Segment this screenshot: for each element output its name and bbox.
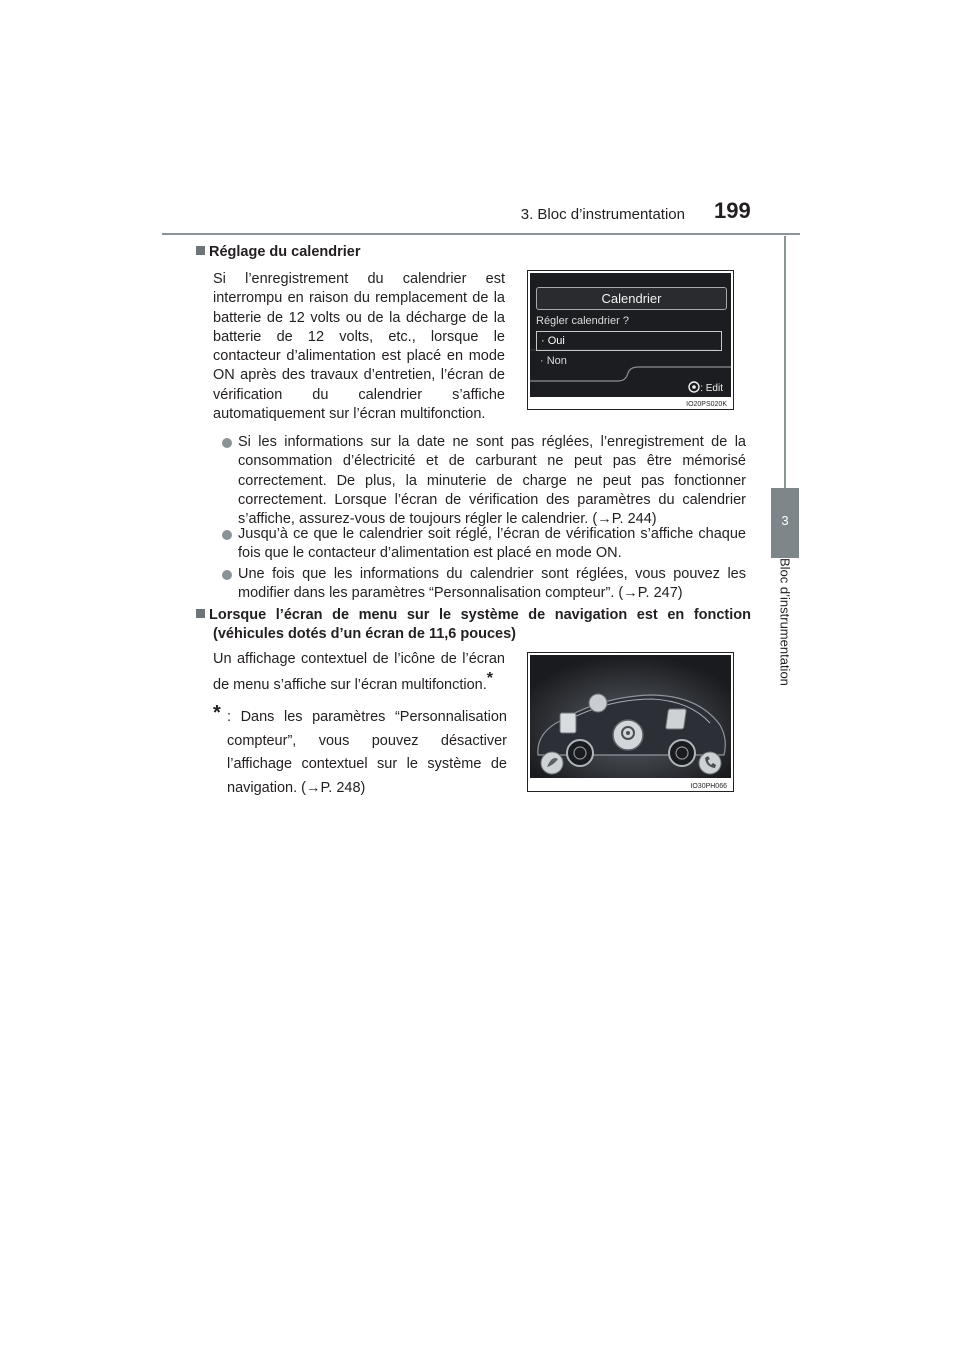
footnote-text: : Dans les paramètres “Personnalisation compteur”, vous pouvez désactiver l’affichage contextuel sur le système de navigation. — [227, 709, 507, 796]
figure2-caption: IO30PH066 — [690, 783, 727, 790]
bullet-text: Si les informations sur la date ne sont pas réglées, l’enregistrement de la consommation d’électricité et de carburant ne peut pas être mémorisé correctement. De plus, la minuterie de charge ne peut pas fonctionner correctement. Lorsque l’écran de vérification des paramètres du calendrier s’affiche, assurez-vous de toujours régler le calendrier. — [238, 434, 746, 528]
section1-heading — [196, 243, 361, 262]
figure1-caption: IO20PS020K — [686, 401, 727, 408]
option-yes: · Oui — [536, 331, 722, 351]
square-bullet-icon — [196, 246, 205, 255]
round-bullet-icon — [222, 530, 232, 540]
edit-hint — [688, 381, 723, 394]
footnote — [213, 702, 507, 800]
footnote-star: * — [213, 702, 221, 724]
option-no: · Non — [540, 355, 567, 367]
footnote-marker: * — [486, 670, 493, 688]
calendar-title: Calendrier — [536, 287, 727, 310]
section2-intro-text: Un affichage contextuel de l’icône de l’écran de menu s’affiche sur l’écran multifonction. — [213, 651, 505, 694]
chapter-label — [767, 558, 803, 708]
footnote-body — [213, 702, 507, 800]
side-rule — [784, 236, 786, 488]
menu-popup-screen — [530, 655, 731, 778]
page-reference-link[interactable]: (→P. 247) — [618, 585, 683, 602]
chapter-label-text: Bloc d’instrumentation — [777, 558, 793, 686]
calendar-screen — [530, 273, 731, 397]
bullet-item — [222, 565, 746, 604]
section-title: 3. Bloc d’instrumentation — [520, 206, 685, 223]
round-bullet-icon — [222, 438, 232, 448]
section1-heading-text: Réglage du calendrier — [209, 244, 361, 260]
section1-intro: Si l’enregistrement du calendrier est interrompu en raison du remplacement de la batterie de 12 volts ou de la décharge de la batterie de 12 volts, etc., lorsque le contacteur d’alimentation est placé en mode ON après des travaux d’entretien, l’écran de vérification du calendrier s’affiche automatiquement sur l’écran multifonction. — [213, 271, 505, 423]
header-rule — [162, 233, 800, 235]
bullet-item — [222, 433, 746, 529]
section2-heading-text: Lorsque l’écran de menu sur le système de navigation est en fonction (véhicules dotés d’un écran de 11,6 pouces) — [209, 607, 751, 643]
page-reference-link[interactable]: (→P. 244) — [592, 511, 657, 528]
page-reference-link[interactable]: (→P. 248) — [301, 779, 366, 796]
calendar-question: Régler calendrier ? — [536, 315, 629, 327]
square-bullet-icon — [196, 609, 205, 618]
bullet-text: Jusqu’à ce que le calendrier soit réglé, l’écran de vérification s’affiche chaque fois que le contacteur d’alimentation est placé en mode ON. — [238, 526, 746, 562]
edit-label: : Edit — [700, 383, 723, 394]
page-number: 199 — [714, 198, 751, 223]
round-bullet-icon — [222, 570, 232, 580]
bullet-text: Une fois que les informations du calendrier sont réglées, vous pouvez les modifier dans les paramètres “Personnalisation compteur”. — [238, 566, 746, 602]
chapter-tab: 3 — [771, 488, 799, 558]
calendar-screen-figure — [527, 270, 734, 410]
section2-intro — [213, 650, 505, 696]
section2-heading — [196, 606, 751, 645]
bullet-item — [222, 525, 746, 564]
car-illustration — [530, 655, 731, 778]
menu-popup-figure — [527, 652, 734, 792]
dial-icon — [688, 381, 700, 393]
